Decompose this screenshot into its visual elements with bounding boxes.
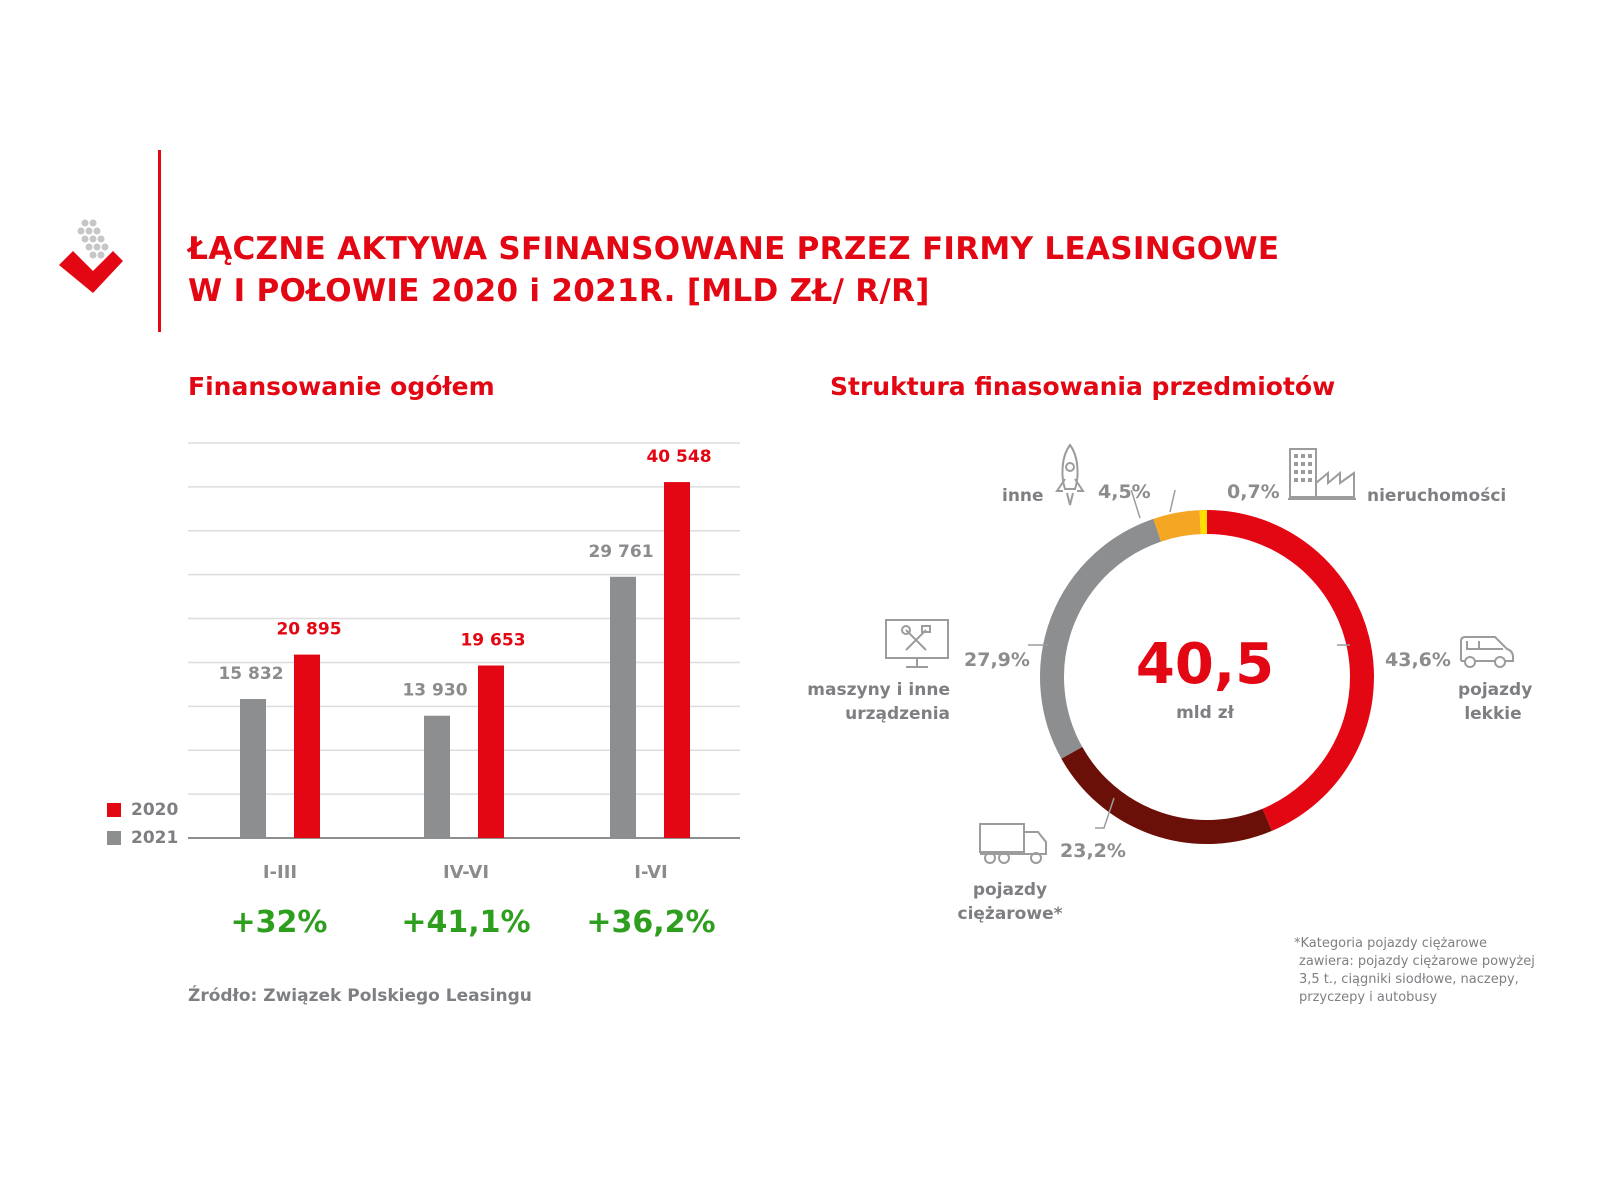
- bar-2021-IV-VI: [424, 716, 450, 838]
- slice-label-line2: ciężarowe*: [957, 904, 1063, 924]
- slice-value-pojazdy-lekkie: 43,6%: [1385, 649, 1451, 671]
- bar-chart: [0, 0, 760, 900]
- category-label-iv-vi: IV-VI: [442, 862, 490, 883]
- tools-monitor-icon: [884, 618, 950, 670]
- slice-label-line1: maszyny i inne: [807, 680, 950, 700]
- bar-2020-I-VI: [664, 482, 690, 838]
- rocket-icon: [1053, 443, 1087, 509]
- bar-2020-IV-VI: [478, 665, 504, 838]
- slice-label-pojazdy-lekkie: [1458, 678, 1533, 726]
- slice-label-pojazdy-ciezarowe: [950, 878, 1070, 926]
- slice-label-line1: pojazdy: [972, 880, 1048, 900]
- bar-label-2021-I-VI: 29 761: [588, 541, 654, 562]
- footnote-line4: przyczepy i autobusy: [1299, 990, 1438, 1005]
- page-title-line1: ŁĄCZNE AKTYWA SFINANSOWANE PRZEZ FIRMY LEASINGOWE: [188, 231, 1280, 267]
- legend-item-2021: [107, 828, 178, 848]
- slice-value-inne: 4,5%: [1098, 481, 1151, 503]
- truck-icon: [978, 822, 1050, 866]
- bar-chart-title: Finansowanie ogółem: [188, 372, 495, 401]
- legend-item-2020: [107, 800, 178, 820]
- legend-swatch-2021: [107, 831, 121, 845]
- slice-pojazdy-ci-arowe-: [1072, 753, 1267, 832]
- bar-2021-I-VI: [610, 577, 636, 838]
- bar-label-2020-I-VI: 40 548: [646, 447, 712, 468]
- category-label-i-iii: I-III: [262, 862, 298, 883]
- building-icon: [1288, 447, 1358, 501]
- legend-label-2020: 2020: [131, 800, 179, 820]
- footnote-line3: 3,5 t., ciągniki siodłowe, naczepy,: [1299, 972, 1519, 987]
- footnote-line1: *Kategoria pojazdy ciężarowe: [1294, 936, 1487, 951]
- bar-2021-I-III: [240, 699, 266, 838]
- leader-line: [1170, 490, 1176, 512]
- source-note: Źródło: Związek Polskiego Leasingu: [188, 986, 532, 1006]
- footnote-line2: zawiera: pojazdy ciężarowe powyżej: [1299, 954, 1535, 969]
- bar-label-2021-I-III: 15 832: [218, 664, 284, 685]
- growth-i-vi: +36,2%: [586, 905, 716, 940]
- donut-center-unit: mld zł: [1176, 703, 1234, 723]
- slice-inne: [1157, 522, 1200, 530]
- slice-label-line2: urządzenia: [845, 704, 950, 724]
- car-icon: [1457, 635, 1517, 671]
- growth-iv-vi: +41,1%: [401, 905, 531, 940]
- slice-label-inne: inne: [1002, 486, 1044, 506]
- slice-label-line1: pojazdy: [1458, 680, 1533, 700]
- slice-label-maszyny: [790, 678, 950, 726]
- donut-chart-title: Struktura finasowania przedmiotów: [830, 372, 1336, 401]
- bar-2020-I-III: [294, 655, 320, 838]
- slice-value-maszyny: 27,9%: [964, 649, 1030, 671]
- growth-i-iii: +32%: [230, 905, 328, 940]
- category-label-i-vi: I-VI: [634, 862, 668, 883]
- legend-label-2021: 2021: [131, 828, 179, 848]
- footnote: [1294, 935, 1564, 1007]
- slice-value-pojazdy-ciezarowe: 23,2%: [1060, 840, 1126, 862]
- bar-label-2021-IV-VI: 13 930: [402, 680, 468, 701]
- slice-label-nieruchomosci: nieruchomości: [1367, 486, 1507, 506]
- bar-label-2020-IV-VI: 19 653: [460, 630, 526, 651]
- slice-value-nieruchomosci: 0,7%: [1227, 481, 1280, 503]
- page-title-line2: W I POŁOWIE 2020 i 2021R. [MLD ZŁ/ R/R]: [188, 273, 930, 309]
- bar-label-2020-I-III: 20 895: [276, 619, 342, 640]
- slice-label-line2: lekkie: [1464, 704, 1522, 724]
- donut-center-value: 40,5: [1135, 632, 1275, 697]
- legend-swatch-2020: [107, 803, 121, 817]
